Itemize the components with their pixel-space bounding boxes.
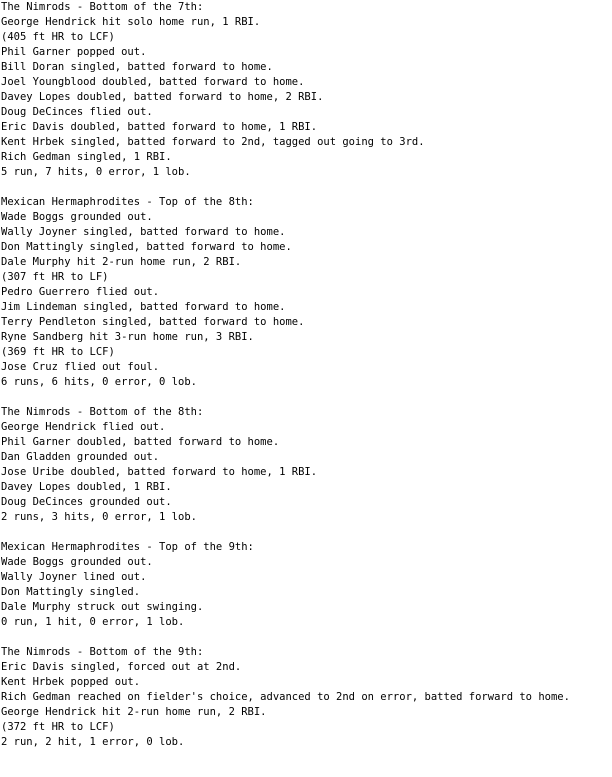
play-line: Ryne Sandberg hit 3-run home run, 3 RBI. [1, 331, 254, 343]
inning-header: Mexican Hermaphrodites - Top of the 9th: [1, 541, 254, 553]
play-line: Don Mattingly singled, batted forward to home. [1, 241, 292, 253]
play-line: Pedro Guerrero flied out. [1, 286, 160, 298]
play-line: Dale Murphy hit 2-run home run, 2 RBI. [1, 256, 242, 268]
inning-header: Mexican Hermaphrodites - Top of the 8th: [1, 196, 254, 208]
play-line: Wally Joyner singled, batted forward to home. [1, 226, 286, 238]
play-line: Jim Lindeman singled, batted forward to home. [1, 301, 286, 313]
play-line: George Hendrick hit 2-run home run, 2 RBI. [1, 706, 267, 718]
play-line: Davey Lopes doubled, batted forward to home, 2 RBI. [1, 91, 324, 103]
play-line: (369 ft HR to LCF) [1, 346, 115, 358]
play-line: Davey Lopes doubled, 1 RBI. [1, 481, 172, 493]
inning-header: The Nimrods - Bottom of the 7th: [1, 1, 204, 13]
inning-top-9th [1, 540, 612, 630]
inning-header: The Nimrods - Bottom of the 9th: [1, 646, 204, 658]
play-line: Jose Uribe doubled, batted forward to home, 1 RBI. [1, 466, 318, 478]
play-line: Rich Gedman reached on fielder's choice, advanced to 2nd on error, batted forward to home. [1, 691, 570, 703]
play-line: (372 ft HR to LCF) [1, 721, 115, 733]
play-line: (307 ft HR to LF) [1, 271, 109, 283]
play-line: Doug DeCinces flied out. [1, 106, 153, 118]
play-line: Wally Joyner lined out. [1, 571, 147, 583]
inning-bottom-9th [1, 645, 612, 750]
inning-summary: 6 runs, 6 hits, 0 error, 0 lob. [1, 376, 197, 388]
play-line: George Hendrick flied out. [1, 421, 166, 433]
inning-summary: 2 run, 2 hit, 1 error, 0 lob. [1, 736, 185, 748]
play-line: Jose Cruz flied out foul. [1, 361, 160, 373]
play-line: Joel Youngblood doubled, batted forward to home. [1, 76, 305, 88]
play-line: Don Mattingly singled. [1, 586, 141, 598]
play-line: Rich Gedman singled, 1 RBI. [1, 151, 172, 163]
inning-header: The Nimrods - Bottom of the 8th: [1, 406, 204, 418]
play-line: Wade Boggs grounded out. [1, 211, 153, 223]
play-line: George Hendrick hit solo home run, 1 RBI. [1, 16, 261, 28]
inning-top-8th [1, 195, 612, 390]
play-line: Eric Davis doubled, batted forward to home, 1 RBI. [1, 121, 318, 133]
play-line: Kent Hrbek popped out. [1, 676, 141, 688]
play-line: Bill Doran singled, batted forward to home. [1, 61, 273, 73]
play-line: Doug DeCinces grounded out. [1, 496, 172, 508]
play-line: (405 ft HR to LCF) [1, 31, 115, 43]
play-line: Wade Boggs grounded out. [1, 556, 153, 568]
inning-bottom-8th [1, 405, 612, 525]
play-line: Terry Pendleton singled, batted forward to home. [1, 316, 305, 328]
play-line: Eric Davis singled, forced out at 2nd. [1, 661, 242, 673]
inning-summary: 0 run, 1 hit, 0 error, 1 lob. [1, 616, 185, 628]
play-line: Phil Garner popped out. [1, 46, 147, 58]
play-line: Dale Murphy struck out swinging. [1, 601, 204, 613]
inning-bottom-7th [1, 0, 612, 180]
inning-summary: 2 runs, 3 hits, 0 error, 1 lob. [1, 511, 197, 523]
play-line: Dan Gladden grounded out. [1, 451, 160, 463]
play-line: Kent Hrbek singled, batted forward to 2nd, tagged out going to 3rd. [1, 136, 425, 148]
play-line: Phil Garner doubled, batted forward to home. [1, 436, 280, 448]
inning-summary: 5 run, 7 hits, 0 error, 1 lob. [1, 166, 191, 178]
